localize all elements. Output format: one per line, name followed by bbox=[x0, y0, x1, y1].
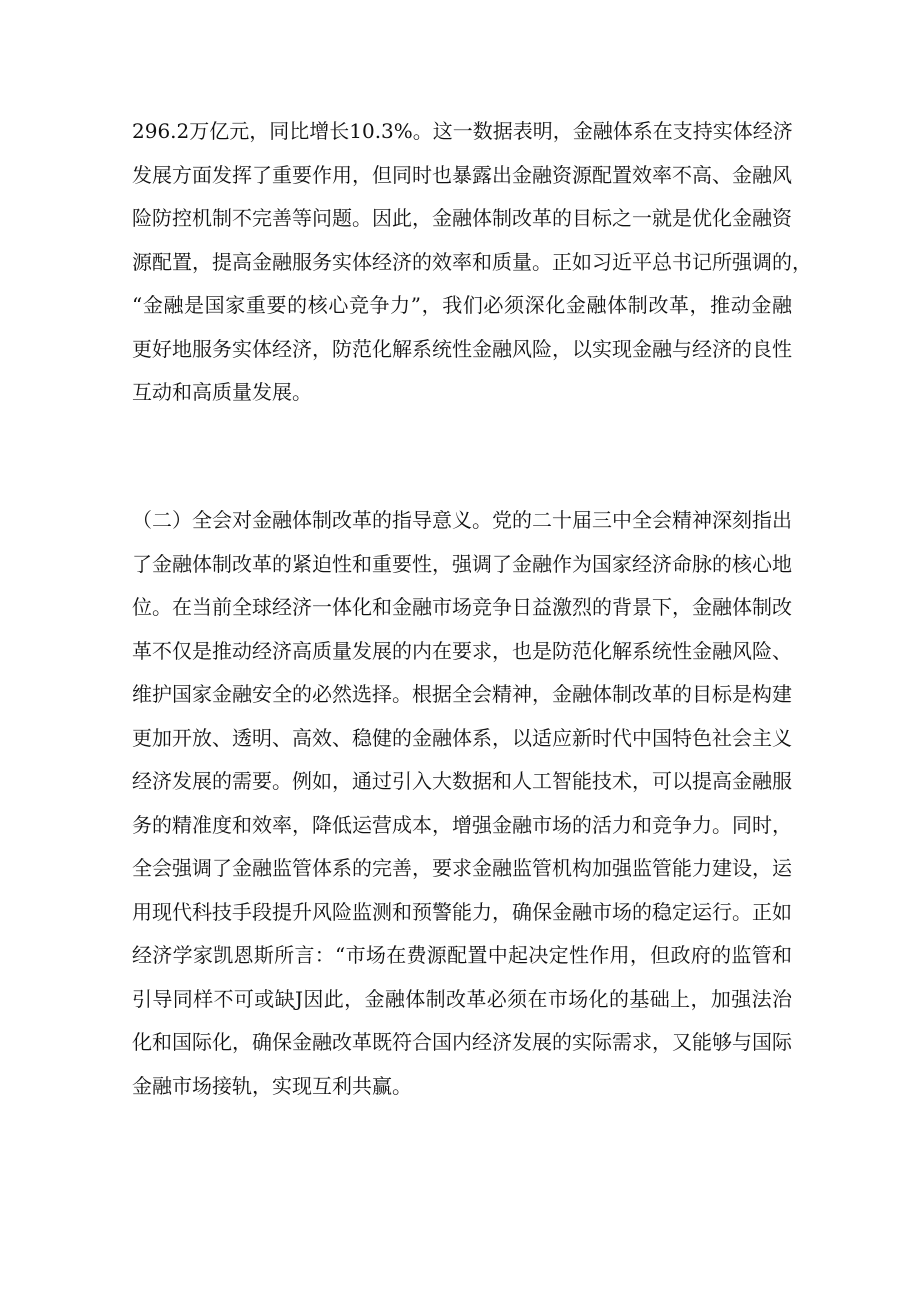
paragraph-line: 化和国际化，确保金融改革既符合国内经济发展的实际需求，又能够与国际 bbox=[132, 1030, 792, 1054]
paragraph-line: 务的精准度和效率，降低运营成本，增强金融市场的活力和竞争力。同时， bbox=[132, 812, 792, 837]
paragraph-line: 金融市场接轨，实现互利共赢。 bbox=[132, 1073, 412, 1098]
paragraph-line: 更加开放、透明、高效、稳健的金融体系，以适应新时代中国特色社会主义 bbox=[132, 725, 792, 750]
paragraph-line: 源配置，提高金融服务实体经济的效率和质量。正如习近平总书记所强调的， bbox=[132, 249, 812, 274]
paragraph-line: 296.2万亿元，同比增长10.3%。这一数据表明，金融体系在支持实体经济 bbox=[132, 119, 793, 143]
paragraph-line: 维护国家金融安全的必然选择。根据全会精神，金融体制改革的目标是构建 bbox=[132, 682, 792, 706]
paragraph-line: 互动和高质量发展。 bbox=[132, 380, 312, 404]
paragraph-line: 用现代科技手段提升风险监测和预警能力，确保金融市场的稳定运行。正如 bbox=[132, 899, 792, 924]
paragraph-line: 更好地服务实体经济，防范化解系统性金融风险，以实现金融与经济的良性 bbox=[132, 336, 792, 361]
paragraph-line: 全会强调了金融监管体系的完善，要求金融监管机构加强监管能力建设，运 bbox=[132, 856, 792, 880]
paragraph-line: （二）全会对金融体制改革的指导意义。党的二十届三中全会精神深刻指出 bbox=[132, 508, 792, 532]
paragraph-line: “金融是国家重要的核心竞争力”，我们必须深化金融体制改革，推动金融 bbox=[132, 293, 792, 317]
paragraph-line: 险防控机制不完善等问题。因此，金融体制改革的目标之一就是优化金融资 bbox=[132, 206, 792, 230]
paragraph-line: 革不仅是推动经济高质量发展的内在要求，也是防范化解系统性金融风险、 bbox=[132, 638, 792, 663]
paragraph-line: 经济学家凯恩斯所言：“市场在费源配置中起决定性作用，但政府的监管和 bbox=[132, 943, 792, 967]
paragraph-line: 了金融体制改革的紧迫性和重要性，强调了金融作为国家经济命脉的核心地 bbox=[132, 551, 792, 576]
paragraph-1 bbox=[132, 110, 812, 415]
paragraph-line: 经济发展的需要。例如，通过引入大数据和人工智能技术，可以提高金融服 bbox=[132, 769, 792, 793]
paragraph-2 bbox=[132, 499, 792, 1108]
paragraph-line: 发展方面发挥了重要作用，但同时也暴露出金融资源配置效率不高、金融风 bbox=[132, 162, 792, 187]
paragraph-line: 引导同样不可或缺J因此，金融体制改革必须在市场化的基础上，加强法治 bbox=[132, 986, 792, 1011]
paragraph-line: 位。在当前全球经济一体化和金融市场竞争日益激烈的背景下，金融体制改 bbox=[132, 595, 792, 619]
